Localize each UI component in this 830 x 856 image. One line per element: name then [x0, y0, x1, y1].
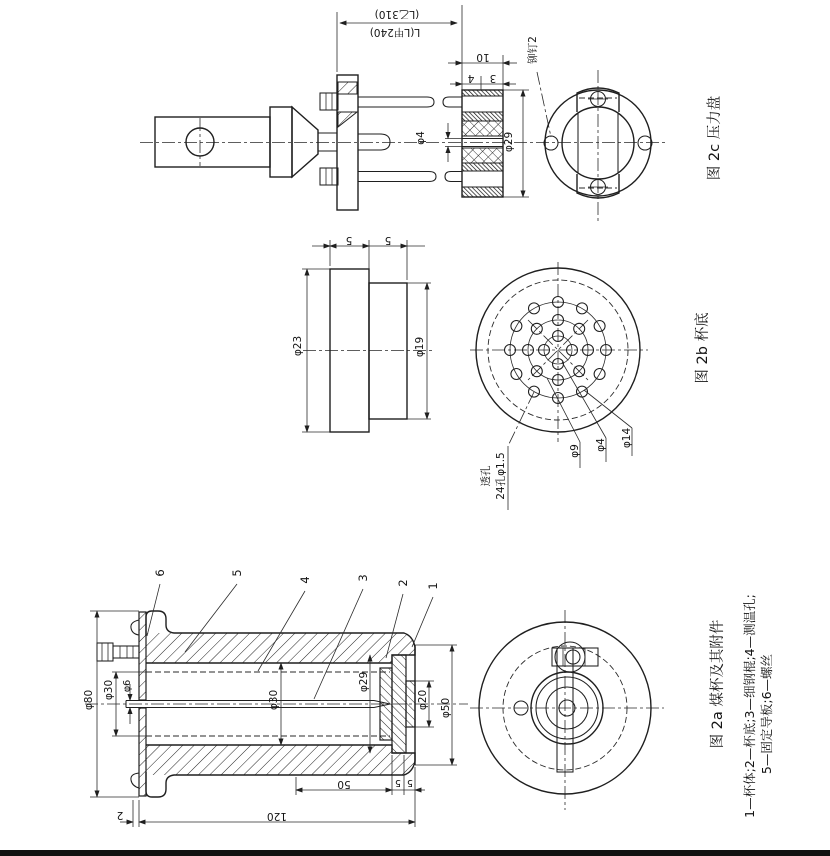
dim-phi9: φ9 — [569, 444, 581, 458]
cup-top-view — [470, 610, 664, 810]
dim-phi80: φ80 — [83, 689, 95, 711]
cup-bottom-insert-section — [380, 655, 415, 753]
screw-section — [97, 643, 139, 661]
figure-2c — [140, 5, 723, 222]
dim-3: 3 — [489, 72, 497, 84]
hole-callouts — [479, 362, 633, 510]
figure-2b-caption: 图 2b 杯底 — [695, 312, 711, 384]
figure-2c-caption: 图 2c 压力盘 — [707, 95, 723, 181]
figure-2a — [83, 569, 774, 827]
callout-6: 6 — [153, 569, 167, 577]
callout-2: 2 — [396, 579, 410, 587]
callout-5: 5 — [230, 569, 244, 577]
callout-4: 4 — [298, 576, 312, 584]
dim-phi30-mid: φ30 — [268, 689, 280, 711]
figure-2a-caption: 图 2a 煤杯及其附件 — [710, 619, 726, 749]
pressure-plate-stack-section — [462, 90, 503, 197]
dim-length-b: (L乙310) — [374, 8, 420, 20]
dim-phi23: φ23 — [292, 335, 304, 357]
dim-phi6: φ6 — [122, 679, 133, 693]
dim-phi19: φ19 — [414, 336, 426, 358]
figure-2a-parts-line1: 1—杯体;2—杯底;3—细钢棍;4—测温孔; — [742, 594, 757, 818]
dim-4: 4 — [467, 72, 475, 84]
dim-phi20: φ20 — [417, 689, 429, 711]
pressure-plate-face-view — [544, 70, 652, 222]
dim-length-a: L(L甲240) — [369, 26, 421, 38]
dim-50: 50 — [337, 778, 351, 790]
dim-2: 2 — [116, 809, 124, 821]
hole-note-line1: 透孔 — [480, 465, 492, 487]
scan-edge-bar — [0, 850, 830, 856]
figure-2a-parts-line2: 5—固定导板;6—螺丝 — [759, 653, 774, 775]
dim-phi29: φ29 — [503, 131, 515, 153]
dim-5b: 5 — [406, 777, 414, 788]
dim-phi4b: φ4 — [595, 438, 607, 452]
dim-120: 120 — [266, 810, 288, 822]
dim-phi14: φ14 — [621, 427, 633, 449]
dim-10: 10 — [476, 51, 490, 63]
dim-5a: 5 — [394, 777, 402, 788]
figure-2b — [292, 234, 711, 510]
dim-5b: 5 — [384, 234, 392, 246]
dim-phi30-left: φ30 — [103, 679, 115, 701]
dim-phi50: φ50 — [440, 697, 452, 719]
callout-1: 1 — [426, 582, 440, 590]
cup-bottom-face-view — [470, 262, 648, 442]
callout-3: 3 — [356, 574, 370, 582]
rivet-label: 铆钉2 — [527, 36, 539, 64]
hole-note-line2: 24孔φ1.5 — [495, 452, 507, 500]
dim-phi4: φ4 — [415, 131, 427, 145]
dim-phi29: φ29 — [358, 671, 370, 693]
dim-5a: 5 — [345, 234, 353, 246]
